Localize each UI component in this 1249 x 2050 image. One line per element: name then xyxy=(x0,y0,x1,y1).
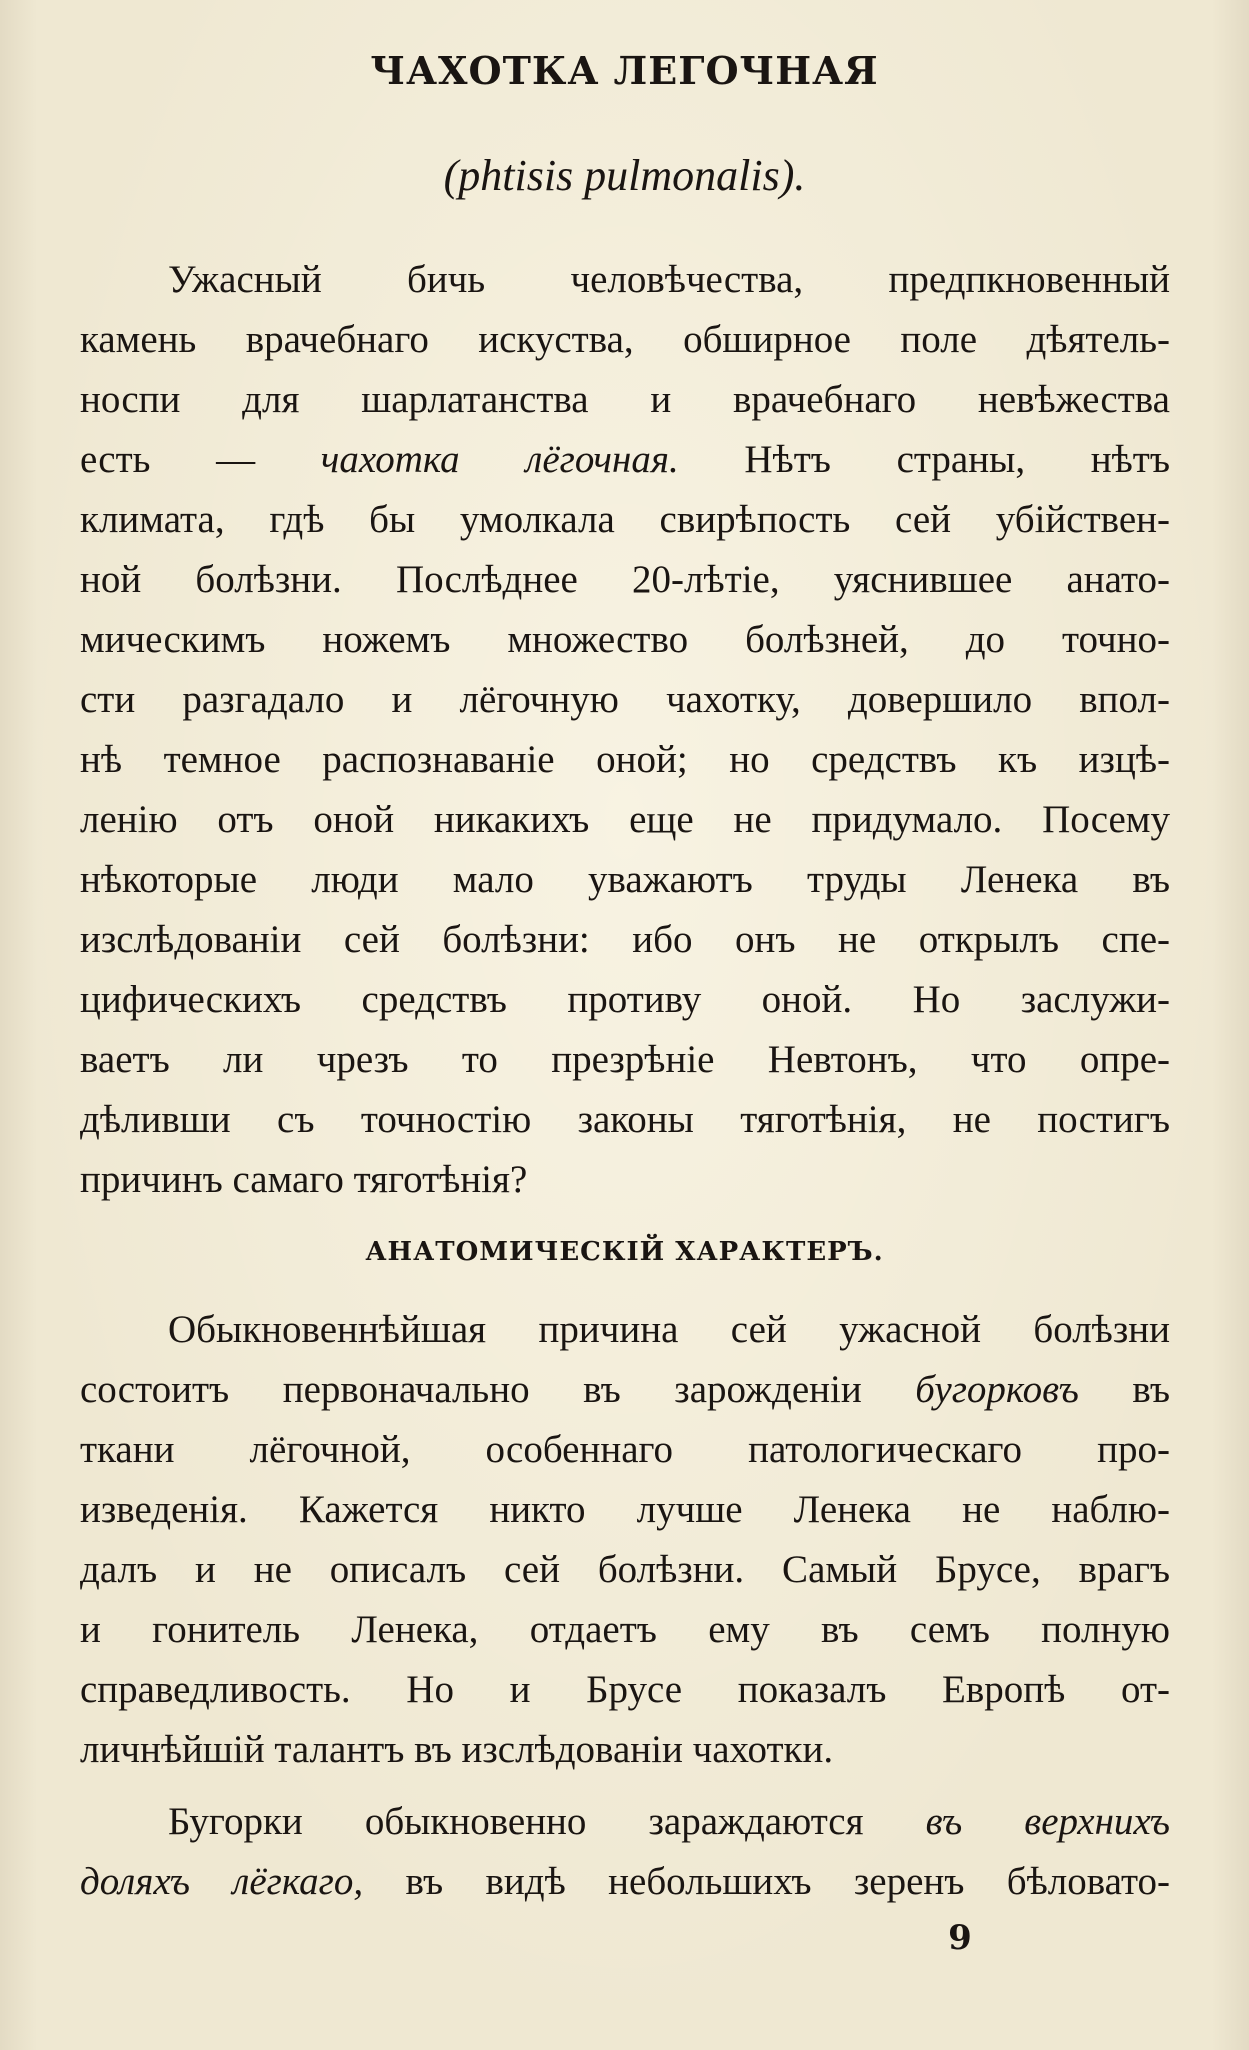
text-line: ной болѣзни. Послѣднее 20-лѣтіе, уяснившее анато- xyxy=(80,558,1170,601)
text-line: ваетъ ли чрезъ то презрѣніе Невтонъ, что опре- xyxy=(80,1038,1170,1081)
text-line xyxy=(80,1792,1170,1852)
italic-term: чахотка лёгочная. xyxy=(320,438,679,481)
text-run: Бугорки обыкновенно зараждаются xyxy=(168,1800,926,1843)
text-line: сти разгадало и лёгочную чахотку, довершило впол- xyxy=(80,678,1170,721)
text-line xyxy=(80,1852,1170,1912)
page-subtitle: (phtisis pulmonalis). xyxy=(443,151,806,200)
text-run: въ xyxy=(1078,1368,1170,1411)
italic-term: въ верхнихъ xyxy=(925,1800,1170,1843)
page-title: ЧАХОТКА ЛЕГОЧНАЯ xyxy=(370,48,879,93)
text-line: мическимъ ножемъ множество болѣзней, до точно- xyxy=(80,618,1170,661)
text-line: изведенія. Кажется никто лучше Ленека не наблю- xyxy=(80,1488,1170,1531)
text-line xyxy=(80,1360,1170,1420)
text-line: причинъ самаго тяготѣнія? xyxy=(80,1158,528,1201)
paragraph-2 xyxy=(80,1300,1170,1780)
text-line: личнѣйшій талантъ въ изслѣдованіи чахотки. xyxy=(80,1728,834,1771)
text-line: и гонитель Ленека, отдаетъ ему въ семъ полную xyxy=(80,1608,1170,1651)
text-line: нѣкоторые люди мало уважаютъ труды Ленека въ xyxy=(80,858,1170,901)
paragraph-3 xyxy=(80,1792,1170,1912)
text-run: Нѣтъ страны, нѣтъ xyxy=(678,438,1170,481)
italic-term: бугорковъ xyxy=(915,1368,1079,1411)
text-line: климата, гдѣ бы умолкала свирѣпость сей убійствен- xyxy=(80,498,1170,541)
paragraph-1 xyxy=(80,250,1170,1210)
text-line: ткани лёгочной, особеннаго патологическаго про- xyxy=(80,1428,1170,1471)
text-line: Ужасный бичь человѣчества, предпкновенный xyxy=(168,258,1170,301)
italic-term: доляхъ лёгкаго, xyxy=(80,1860,364,1903)
text-run: въ видѣ небольшихъ зеренъ бѣловато- xyxy=(363,1860,1170,1903)
text-line: изслѣдованіи сей болѣзни: ибо онъ не открылъ спе- xyxy=(80,918,1170,961)
text-line: дѣливши съ точностію законы тяготѣнія, не постигъ xyxy=(80,1098,1170,1141)
text-line: носпи для шарлатанства и врачебнаго невѣжества xyxy=(80,378,1170,421)
page-number: 9 xyxy=(948,1918,972,1958)
text-run: есть — xyxy=(80,438,321,481)
text-run: состоитъ первоначально въ зарожденіи xyxy=(80,1368,916,1411)
section-heading: АНАТОМИЧЕСКІЙ ХАРАКТЕРЪ. xyxy=(365,1237,884,1267)
text-line xyxy=(80,430,1170,490)
text-line: Обыкновеннѣйшая причина сей ужасной болѣзни xyxy=(168,1308,1170,1351)
text-line: далъ и не описалъ сей болѣзни. Самый Брусе, врагъ xyxy=(80,1548,1170,1591)
text-line: цифическихъ средствъ противу оной. Но заслужи- xyxy=(80,978,1170,1021)
text-line: камень врачебнаго искуства, обширное поле дѣятель- xyxy=(80,318,1170,361)
text-line: ленію отъ оной никакихъ еще не придумало. Посему xyxy=(80,798,1170,841)
text-line: нѣ темное распознаваніе оной; но средствъ къ изцѣ- xyxy=(80,738,1170,781)
text-line: справедливость. Но и Брусе показалъ Европѣ от- xyxy=(80,1668,1170,1711)
